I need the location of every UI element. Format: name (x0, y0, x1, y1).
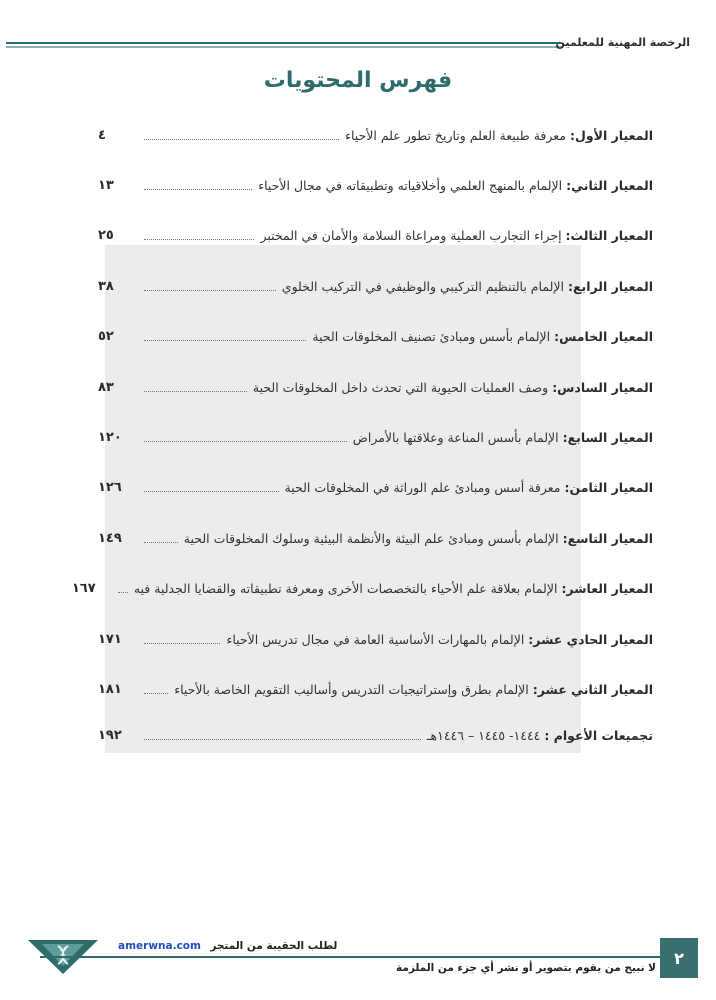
toc-leader-dots (144, 693, 168, 694)
toc-entry-label (260, 228, 653, 243)
toc-entry[interactable] (98, 211, 653, 261)
toc-entry-description: الإلمام بأسس ومبادئ تصنيف المخلوقات الحية (312, 329, 551, 345)
toc-entry-label (253, 380, 653, 395)
toc-entry-standard: المعيار السادس: (552, 379, 653, 395)
toc-entry-description: معرفة طبيعة العلم وتاريخ تطور علم الأحياء (345, 127, 567, 143)
toc-entry-label (282, 279, 653, 294)
toc-entry[interactable] (98, 110, 653, 160)
toc-entry-standard: المعيار السابع: (562, 430, 653, 446)
footer-rule (40, 956, 660, 958)
toc-entry[interactable] (98, 412, 653, 462)
header-title: الرخصة المهنية للمعلمين (555, 36, 690, 49)
toc-entry-standard: تجميعات الأعوام : (544, 728, 653, 744)
toc-page-number: ١٧١ (98, 631, 122, 647)
toc-entry-description: ١٤٤٤- ١٤٤٥ – ١٤٤٦هـ (426, 728, 541, 744)
page-number: ٢ (660, 938, 698, 978)
toc-entry-standard: المعيار الرابع: (567, 278, 653, 294)
toc-entry-standard: المعيار الثاني عشر: (532, 681, 653, 697)
toc-entry-label (174, 682, 653, 697)
toc-page-number: ٨٣ (98, 379, 114, 395)
toc-page-number: ١٢٦ (98, 480, 122, 496)
toc-entry-description: معرفة أسس ومبادئ علم الوراثة في المخلوقات الحية (284, 480, 561, 496)
toc-page-number: ٢٥ (98, 228, 114, 244)
toc-entry[interactable] (71, 564, 653, 614)
toc-entry-description: وصف العمليات الحيوية التي تحدث داخل المخلوقات الحية (252, 379, 549, 395)
toc-entry-description: الإلمام بالمنهج العلمي وأخلاقياته وتطبيقاته في مجال الأحياء (258, 178, 563, 194)
toc-leader-dots (144, 739, 421, 740)
toc-entry-standard: المعيار العاشر: (561, 581, 653, 597)
toc-entry-label (312, 329, 653, 344)
toc-page-number: ١٦٧ (71, 581, 96, 597)
toc-title: فهرس المحتويات (263, 68, 453, 93)
toc-entry[interactable] (98, 715, 653, 757)
toc-leader-dots (118, 592, 128, 593)
toc-entry[interactable] (98, 160, 653, 210)
toc-entry-label (427, 728, 653, 743)
toc-page-number: ٣٨ (98, 278, 114, 294)
toc-entry[interactable] (98, 312, 653, 362)
toc-entry-standard: المعيار الخامس: (554, 329, 653, 345)
toc-entry-description: الإلمام بأسس المناعة وعلاقتها بالأمراض (352, 430, 559, 446)
toc-entry-description: الإلمام بأسس ومبادئ علم البيئة والأنظمة البيئية وسلوك المخلوقات الحية (183, 530, 559, 546)
toc-entry-label (345, 128, 653, 143)
toc-entry-description: الإلمام بطرق وإستراتيجيات التدريس وأساليب التقويم الخاصة بالأحياء (174, 681, 529, 697)
toc-page-number: ١٢٠ (98, 430, 122, 446)
toc-entry[interactable] (98, 463, 653, 513)
toc-entry-label (134, 581, 653, 596)
toc-leader-dots (144, 340, 306, 341)
store-line (118, 940, 337, 952)
toc-leader-dots (144, 290, 276, 291)
toc-entry-description: إجراء التجارب العملية ومراعاة السلامة والأمان في المختبر (260, 228, 562, 244)
toc-entry[interactable] (98, 362, 653, 412)
toc-entry-label (258, 178, 653, 193)
header-rule-secondary (6, 46, 562, 48)
toc-entry-label (226, 632, 653, 647)
toc-entry[interactable] (98, 261, 653, 311)
toc-page-number: ١٣ (98, 178, 114, 194)
toc-leader-dots (144, 441, 347, 442)
store-site-link[interactable]: amerwna.com (118, 940, 201, 952)
toc-leader-dots (144, 542, 178, 543)
toc-entry[interactable] (98, 664, 653, 714)
toc-leader-dots (144, 139, 339, 140)
toc-entry-standard: المعيار الحادي عشر: (528, 631, 653, 647)
toc-entry-standard: المعيار الأول: (570, 127, 653, 143)
toc-entry-description: الإلمام بعلاقة علم الأحياء بالتخصصات الأخرى ومعرفة تطبيقاته والقضايا الجدلية فيه (133, 581, 558, 597)
toc-entry-standard: المعيار الثامن: (564, 480, 653, 496)
toc-page-number: ١٨١ (98, 681, 122, 697)
toc-entry-standard: المعيار التاسع: (562, 530, 653, 546)
toc-entry[interactable] (98, 513, 653, 563)
toc-entry-description: الإلمام بالتنظيم التركيبي والوظيفي في التركيب الخلوي (281, 278, 564, 294)
toc-entry-label (353, 430, 653, 445)
toc-page-number: ٥٢ (98, 329, 114, 345)
toc-entry-description: الإلمام بالمهارات الأساسية العامة في مجال تدريس الأحياء (226, 631, 525, 647)
toc-page-number: ٤ (98, 127, 106, 143)
store-request-text: لطلب الحقيبة من المتجر (210, 940, 338, 952)
toc-page-number: ١٩٢ (98, 728, 122, 744)
toc-entry-standard: المعيار الثاني: (566, 178, 653, 194)
toc-leader-dots (144, 491, 279, 492)
toc-leader-dots (144, 189, 252, 190)
toc-entry-standard: المعيار الثالث: (565, 228, 653, 244)
page-header (0, 30, 716, 60)
toc-leader-dots (144, 643, 220, 644)
toc-leader-dots (144, 239, 254, 240)
toc-entry-label (285, 480, 653, 495)
toc-page-number: ١٤٩ (98, 530, 122, 546)
toc-entry[interactable] (98, 614, 653, 664)
header-rule (6, 42, 562, 44)
toc-leader-dots (144, 391, 247, 392)
table-of-contents (71, 110, 653, 757)
toc-entry-label (184, 531, 653, 546)
copyright-warning: لا نبيح من يقوم بتصوير أو نشر أي جزء من الملزمة (395, 962, 656, 974)
